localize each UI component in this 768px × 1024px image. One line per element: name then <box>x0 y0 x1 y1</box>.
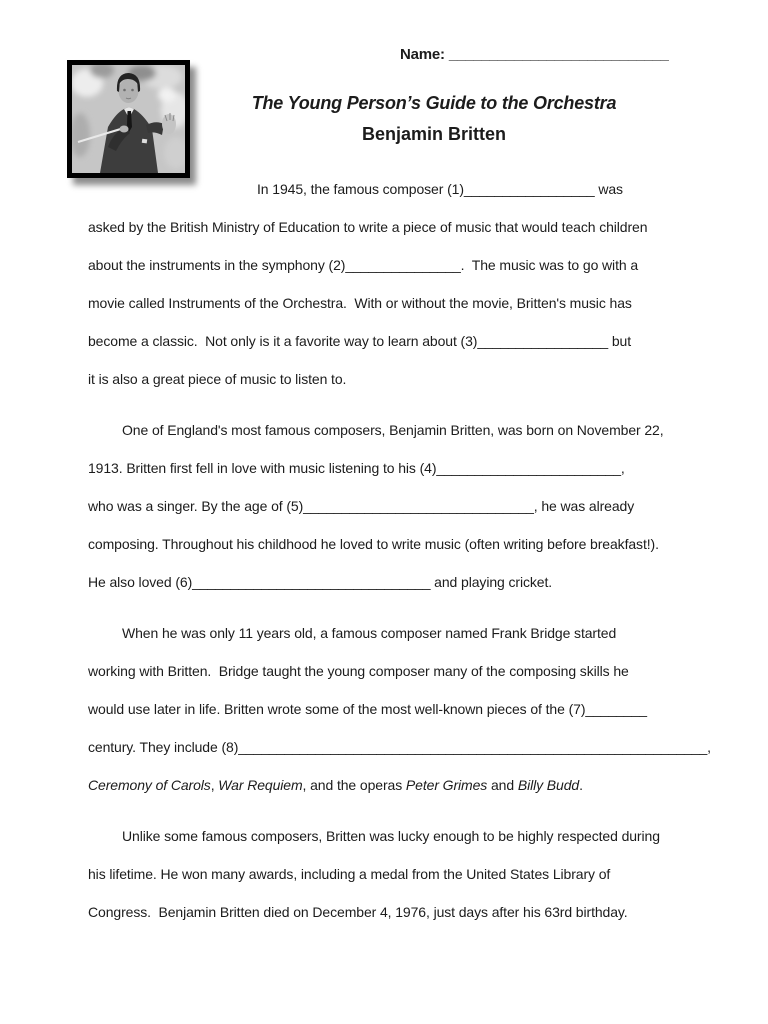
famous-works-line: Ceremony of Carols, War Requiem, and the operas Peter Grimes and Billy Budd. <box>88 777 583 793</box>
name-line <box>400 46 669 63</box>
text-line: Congress. Benjamin Britten died on December 4, 1976, just days after his 63rd birthday. <box>88 904 628 920</box>
text-line: In 1945, the famous composer (1)_________________ was <box>257 181 623 197</box>
text-line: When he was only 11 years old, a famous composer named Frank Bridge started <box>122 625 617 641</box>
worksheet-body <box>88 170 711 944</box>
text-line: century. They include (8)_____________________________________________________________, <box>88 739 711 755</box>
text-line: composing. Throughout his childhood he loved to write music (often writing before breakfast!). <box>88 536 659 552</box>
worksheet-composer-subtitle: Benjamin Britten <box>361 124 507 144</box>
text-line: asked by the British Ministry of Education to write a piece of music that would teach children <box>88 219 648 235</box>
text-line: become a classic. Not only is it a favorite way to learn about (3)_________________ but <box>88 333 631 349</box>
text-line: about the instruments in the symphony (2)_______________. The music was to go with a <box>88 257 639 273</box>
paragraph-frank-bridge <box>88 614 711 804</box>
text-line: He also loved (6)_______________________________ and playing cricket. <box>88 574 553 590</box>
britten-conducting-photo <box>67 60 190 178</box>
text-line: working with Britten. Bridge taught the young composer many of the composing skills he <box>88 663 629 679</box>
text-line: who was a singer. By the age of (5)______________________________, he was already <box>88 498 635 514</box>
text-line: movie called Instruments of the Orchestra. With or without the movie, Britten's music has <box>88 295 632 311</box>
text-line: Unlike some famous composers, Britten was lucky enough to be highly respected during <box>122 828 660 844</box>
conductor-photo-illustration <box>72 65 185 173</box>
paragraph-early-life <box>88 411 688 601</box>
text-line: it is also a great piece of music to listen to. <box>88 371 347 387</box>
name-blank-line: ___________________________ <box>448 46 669 63</box>
text-line: would use later in life. Britten wrote some of the most well-known pieces of the (7)________ <box>88 701 647 717</box>
text-line: 1913. Britten first fell in love with music listening to his (4)________________________, <box>88 460 625 476</box>
paragraph-legacy <box>88 817 688 931</box>
paragraph-intro <box>88 170 688 398</box>
name-label: Name: <box>400 46 445 63</box>
text-line: One of England's most famous composers, Benjamin Britten, was born on November 22, <box>122 422 664 438</box>
worksheet-title: The Young Person’s Guide to the Orchestra <box>251 93 617 113</box>
text-line: his lifetime. He won many awards, including a medal from the United States Library of <box>88 866 611 882</box>
